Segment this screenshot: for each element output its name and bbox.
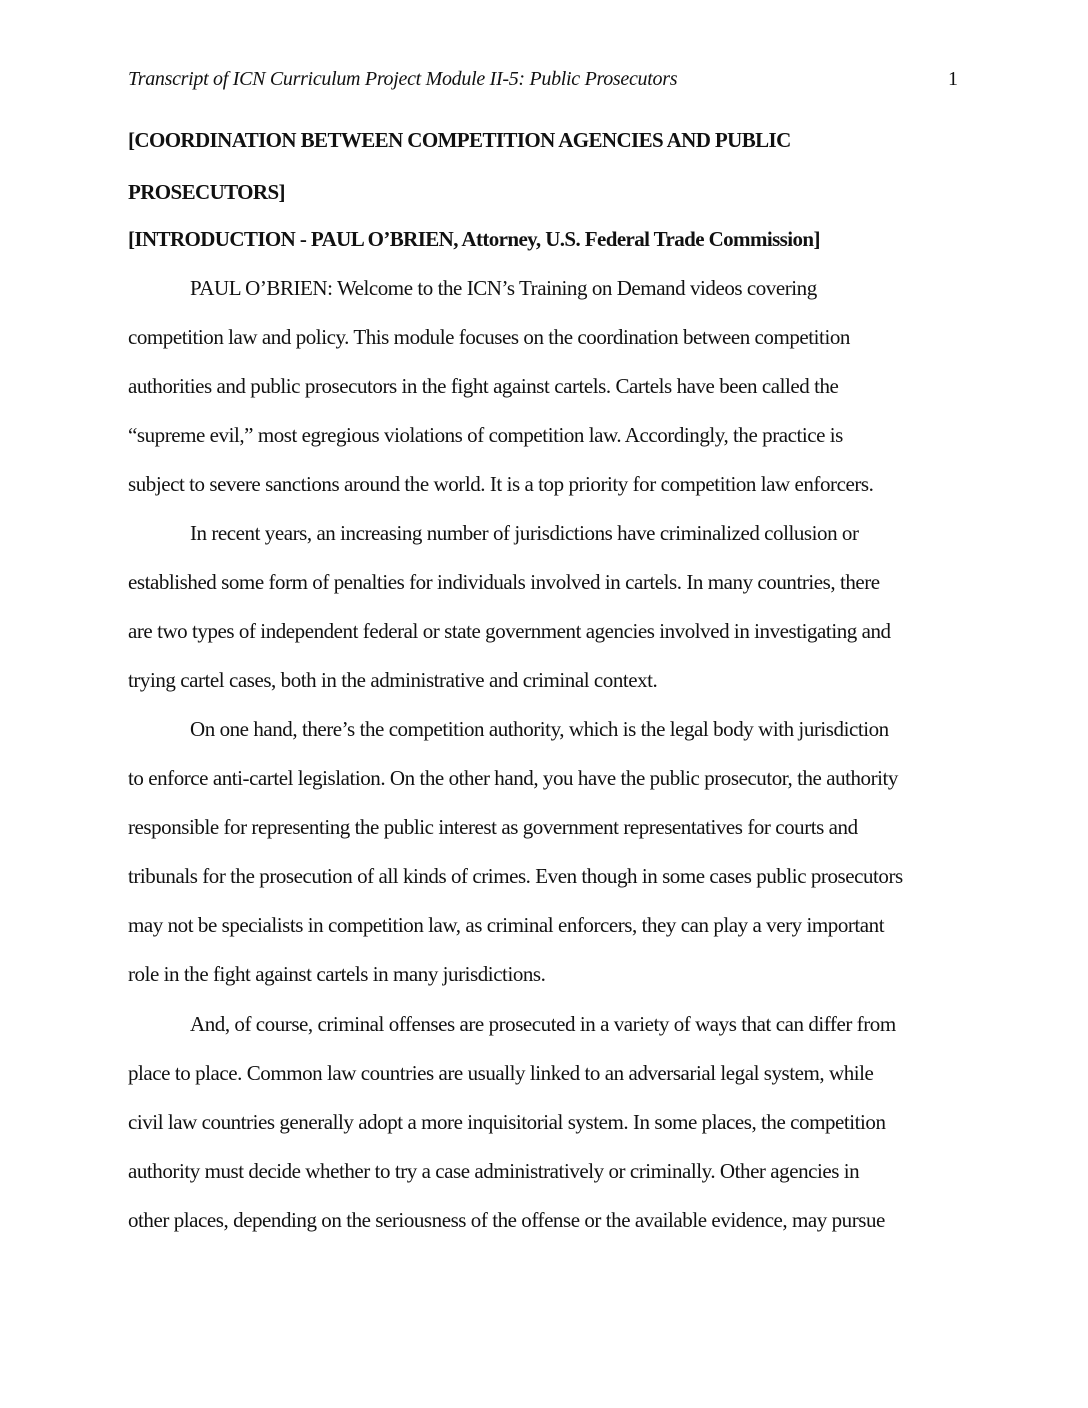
paragraph-line: In recent years, an increasing number of jurisdictions have criminalized collusion or [190,521,859,545]
section-heading-line2: PROSECUTORS] [128,180,285,204]
introduction-heading: [INTRODUCTION - PAUL O’BRIEN, Attorney, U.S. Federal Trade Commission] [128,227,820,251]
paragraph-line: “supreme evil,” most egregious violations of competition law. Accordingly, the practice is [128,423,843,447]
paragraph-line: PAUL O’BRIEN: Welcome to the ICN’s Training on Demand videos covering [190,276,817,300]
section-heading-line1: [COORDINATION BETWEEN COMPETITION AGENCIES AND PUBLIC [128,128,791,152]
paragraph-line: On one hand, there’s the competition authority, which is the legal body with jurisdiction [190,717,889,741]
running-header-title: Transcript of ICN Curriculum Project Module II-5: Public Prosecutors [128,68,678,90]
paragraph-line: And, of course, criminal offenses are prosecuted in a variety of ways that can differ from [190,1012,896,1036]
paragraph-line: tribunals for the prosecution of all kinds of crimes. Even though in some cases public prosecutors [128,864,903,888]
paragraph-line: other places, depending on the seriousness of the offense or the available evidence, may pursue [128,1208,885,1232]
paragraph-line: responsible for representing the public interest as government representatives for courts and [128,815,858,839]
paragraph-line: trying cartel cases, both in the administrative and criminal context. [128,668,658,692]
paragraph-line: may not be specialists in competition law, as criminal enforcers, they can play a very important [128,913,885,937]
paragraph-line: authority must decide whether to try a case administratively or criminally. Other agencies in [128,1159,860,1183]
paragraph-line: authorities and public prosecutors in the fight against cartels. Cartels have been called the [128,374,839,398]
paragraph-line: subject to severe sanctions around the world. It is a top priority for competition law enforcers. [128,472,874,496]
paragraph-line: are two types of independent federal or state government agencies involved in investigating and [128,619,891,643]
paragraph-line: competition law and policy. This module focuses on the coordination between competition [128,325,850,349]
paragraph-line: place to place. Common law countries are usually linked to an adversarial legal system, while [128,1061,874,1085]
page-number: 1 [948,68,958,90]
paragraph-line: civil law countries generally adopt a more inquisitorial system. In some places, the competition [128,1110,886,1134]
paragraph-line: established some form of penalties for individuals involved in cartels. In many countries, there [128,570,880,594]
paragraph-line: role in the fight against cartels in many jurisdictions. [128,962,546,986]
paragraph-line: to enforce anti-cartel legislation. On the other hand, you have the public prosecutor, the authority [128,766,898,790]
